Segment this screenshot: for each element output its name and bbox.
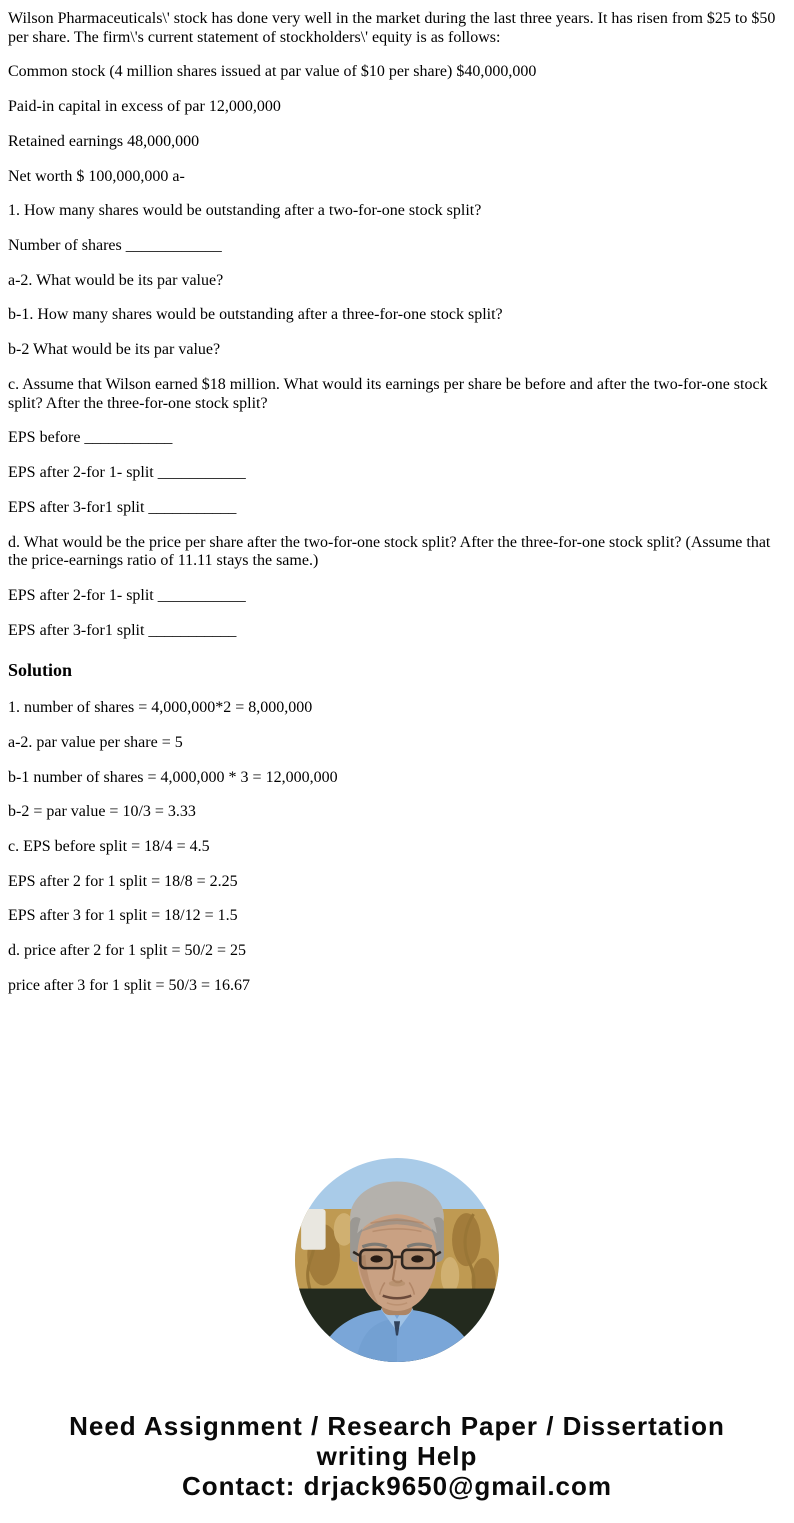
paragraph-retained-earnings: Retained earnings 48,000,000 xyxy=(8,132,200,150)
document-body xyxy=(8,10,786,996)
presenter-photo xyxy=(295,1158,499,1362)
paragraph-common-stock: Common stock (4 million shares issued at par value of $10 per share) $40,000,000 xyxy=(8,63,537,81)
question-d: d. What would be the price per share after the two-for-one stock split? After the three-for-one stock split? (Assume that the price-earnings ratio of 11.11 stays the same.) xyxy=(8,533,771,570)
promo-line-1: Need Assignment / Research Paper / Dissertation xyxy=(69,1410,725,1441)
solution-1: 1. number of shares = 4,000,000*2 = 8,000,000 xyxy=(8,699,313,717)
solution-a2: a-2. par value per share = 5 xyxy=(8,733,183,751)
question-b2: b-2 What would be its par value? xyxy=(8,341,221,359)
answer-blank-price-2for1: EPS after 2-for 1- split ___________ xyxy=(8,586,246,604)
answer-blank-eps-2for1: EPS after 2-for 1- split ___________ xyxy=(8,464,246,482)
question-1: 1. How many shares would be outstanding after a two-for-one stock split? xyxy=(8,202,482,220)
promo-text xyxy=(8,1411,786,1501)
question-c: c. Assume that Wilson earned $18 million. What would its earnings per share be before and after the two-for-one stock split? After the three-for-one stock split? xyxy=(8,375,768,412)
question-a2: a-2. What would be its par value? xyxy=(8,271,224,289)
promo-line-2: writing Help xyxy=(316,1440,478,1471)
answer-blank-eps-before: EPS before ___________ xyxy=(8,429,173,447)
paragraph-intro: Wilson Pharmaceuticals\' stock has done very well in the market during the last three years. It has risen from $25 to $50 per share. The firm\'s current statement of stockholders\' equity is as follows: xyxy=(8,10,776,46)
answer-blank-eps-3for1: EPS after 3-for1 split ___________ xyxy=(8,498,237,516)
answer-blank-number-of-shares: Number of shares ____________ xyxy=(8,237,222,255)
solution-d-2for1: d. price after 2 for 1 split = 50/2 = 25 xyxy=(8,942,246,960)
solution-c-2for1: EPS after 2 for 1 split = 18/8 = 2.25 xyxy=(8,872,238,890)
solution-heading: Solution xyxy=(8,660,73,681)
paragraph-paid-in-capital: Paid-in capital in excess of par 12,000,000 xyxy=(8,98,281,116)
question-b1: b-1. How many shares would be outstanding after a three-for-one stock split? xyxy=(8,306,503,324)
solution-c-3for1: EPS after 3 for 1 split = 18/12 = 1.5 xyxy=(8,907,238,925)
solution-d-3for1: price after 3 for 1 split = 50/3 = 16.67 xyxy=(8,976,250,994)
solution-b2: b-2 = par value = 10/3 = 3.33 xyxy=(8,803,196,821)
paragraph-net-worth: Net worth $ 100,000,000 a- xyxy=(8,167,185,185)
presenter-avatar xyxy=(8,1158,786,1367)
solution-b1: b-1 number of shares = 4,000,000 * 3 = 12,000,000 xyxy=(8,768,338,786)
solution-c-before: c. EPS before split = 18/4 = 4.5 xyxy=(8,837,210,855)
promo-line-3: Contact: drjack9650@gmail.com xyxy=(181,1470,613,1501)
answer-blank-price-3for1: EPS after 3-for1 split ___________ xyxy=(8,621,237,639)
